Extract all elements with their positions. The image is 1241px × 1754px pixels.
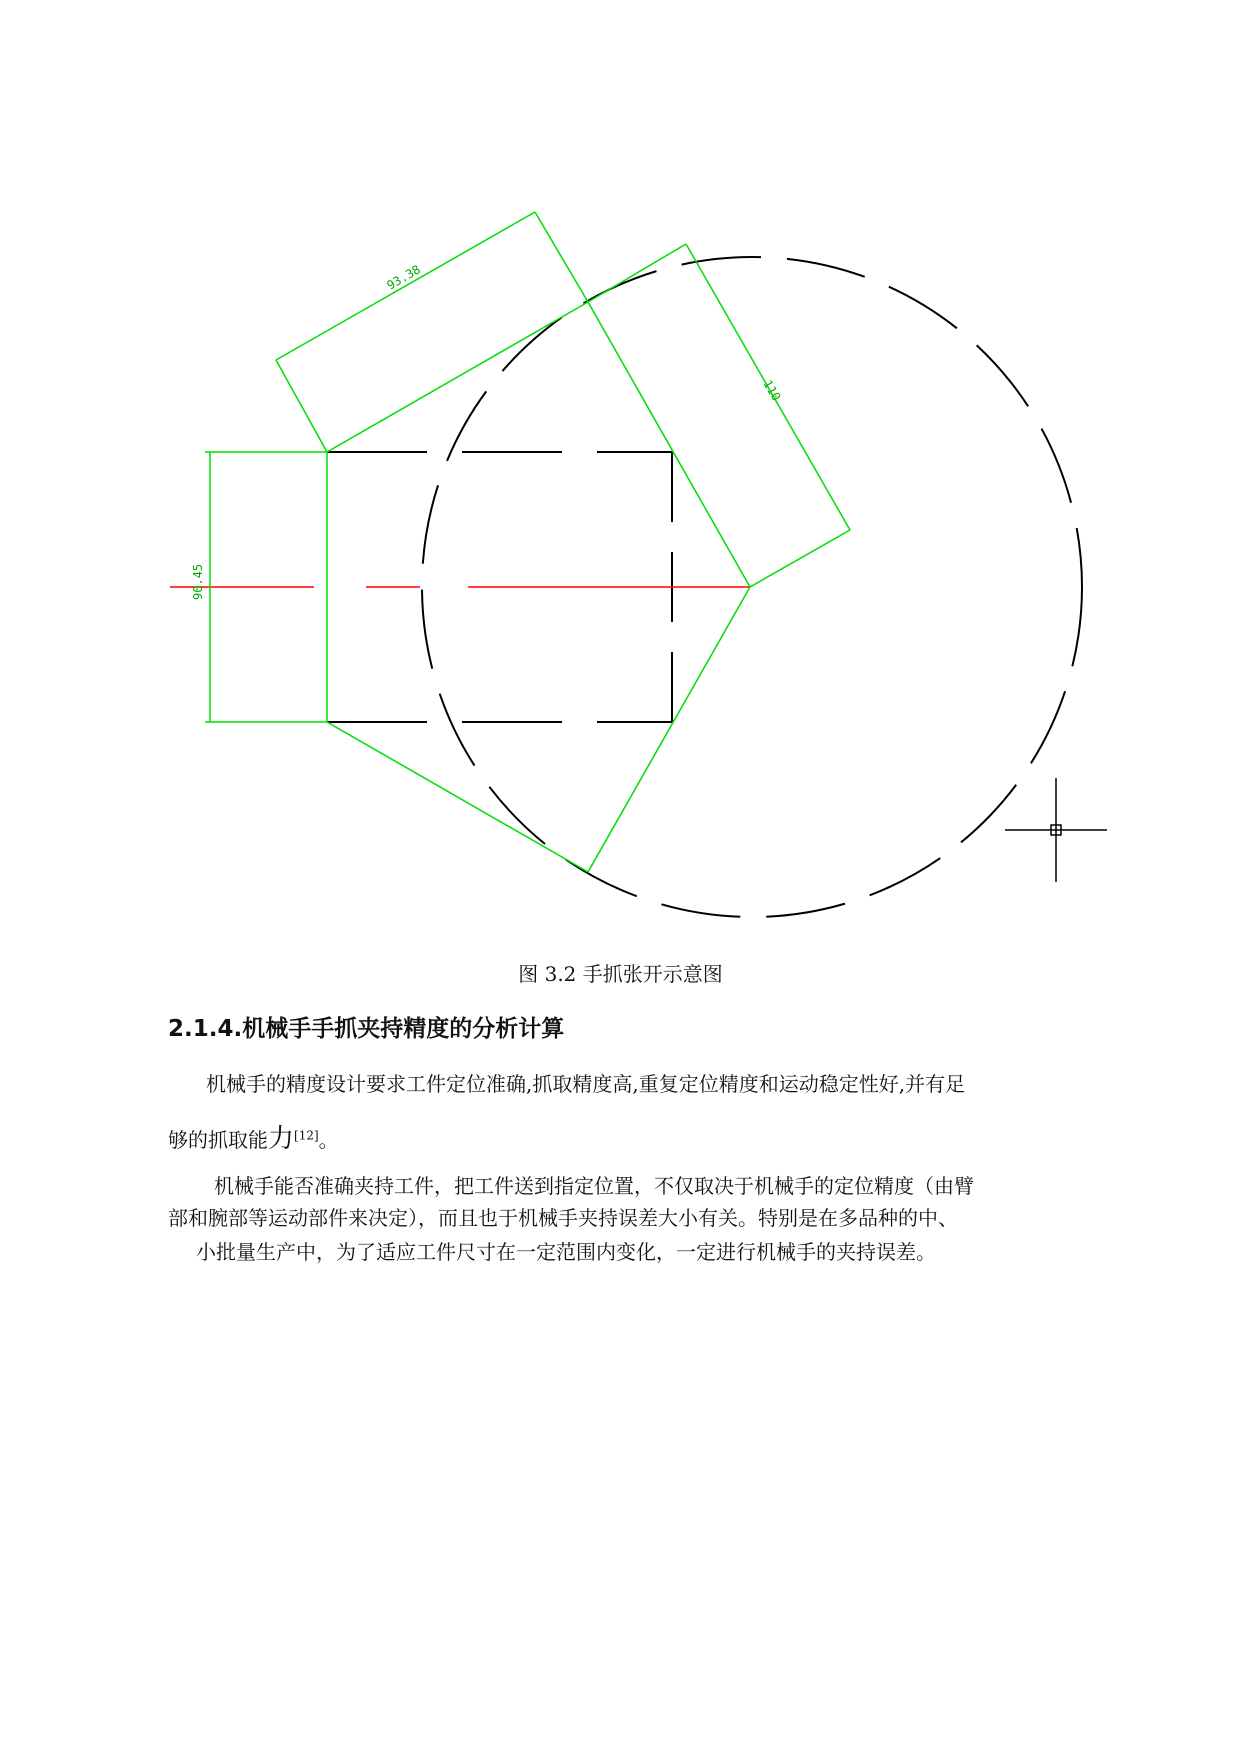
section-heading: 2.1.4.机械手手抓夹持精度的分析计算 bbox=[168, 1016, 565, 1042]
dim-label-right: 110 bbox=[760, 377, 784, 404]
paragraph-1-big-char: 力 bbox=[268, 1124, 295, 1154]
paragraph-1-line-1: 机械手的精度设计要求工件定位准确,抓取精度高,重复定位精度和运动稳定性好,并有足 bbox=[206, 1072, 966, 1096]
citation-ref: [12] bbox=[294, 1128, 319, 1143]
paragraph-1-line-2 bbox=[168, 1118, 339, 1155]
paragraph-1-end: 。 bbox=[318, 1128, 339, 1152]
dim-label-left: 90.45 bbox=[191, 563, 205, 600]
paragraph-2-line-1: 机械手能否准确夹持工件，把工件送到指定位置，不仅取决于机械手的定位精度（由臂 bbox=[214, 1174, 974, 1198]
paragraph-2-line-3: 小批量生产中，为了适应工件尺寸在一定范围内变化，一定进行机械手的夹持误差。 bbox=[196, 1240, 936, 1264]
crosshair-cursor-icon bbox=[1005, 778, 1107, 882]
gripper-lines bbox=[205, 212, 850, 872]
paragraph-2-line-2: 部和腕部等运动部件来决定），而且也于机械手夹持误差大小有关。特别是在多品种的中、 bbox=[168, 1206, 958, 1230]
dim-label-top: 93.38 bbox=[384, 262, 423, 293]
figure-caption: 图 3.2 手抓张开示意图 bbox=[518, 962, 723, 986]
paragraph-1-text: 够的抓取能 bbox=[168, 1128, 268, 1152]
